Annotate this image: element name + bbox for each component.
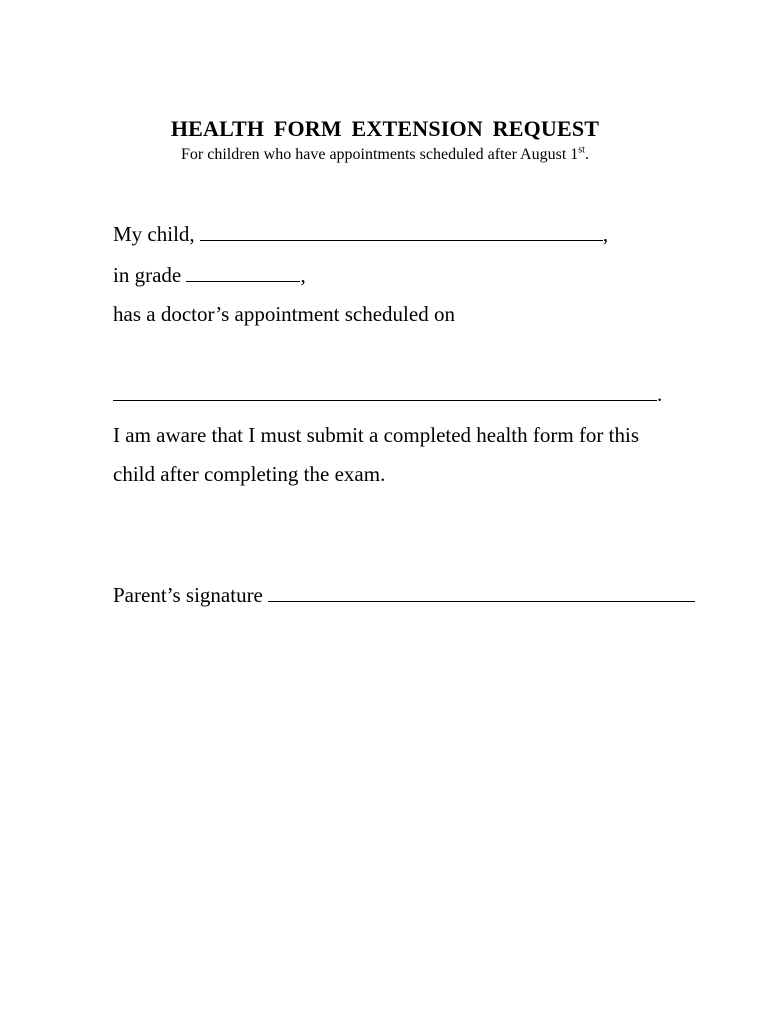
form-subtitle bbox=[0, 146, 770, 164]
signature-line bbox=[113, 585, 695, 606]
form-title: HEALTH FORM EXTENSION REQUEST bbox=[170, 116, 600, 141]
signature-label: Parent’s signature bbox=[113, 583, 263, 607]
grade-line bbox=[113, 265, 306, 286]
child-name-label: My child, bbox=[113, 222, 195, 246]
grade-label: in grade bbox=[113, 263, 182, 287]
child-name-comma: , bbox=[602, 222, 609, 246]
subtitle-text: For children who have appointments scheduled after August 1 bbox=[181, 146, 579, 163]
subtitle-period: . bbox=[584, 146, 589, 163]
appointment-text: has a doctor’s appointment scheduled on bbox=[113, 302, 455, 326]
grade-comma: , bbox=[300, 263, 306, 287]
statement-line-1: I am aware that I must submit a completed health form for this bbox=[113, 423, 640, 447]
subtitle-superscript: st bbox=[578, 144, 585, 156]
appointment-date-field[interactable] bbox=[113, 386, 657, 401]
signature-field[interactable] bbox=[268, 587, 695, 602]
appointment-date-line bbox=[113, 384, 662, 405]
child-name-line bbox=[113, 224, 608, 245]
grade-field[interactable] bbox=[186, 267, 300, 282]
child-name-field[interactable] bbox=[200, 226, 603, 241]
appointment-period: . bbox=[657, 382, 663, 406]
statement-line-2: child after completing the exam. bbox=[113, 462, 386, 486]
